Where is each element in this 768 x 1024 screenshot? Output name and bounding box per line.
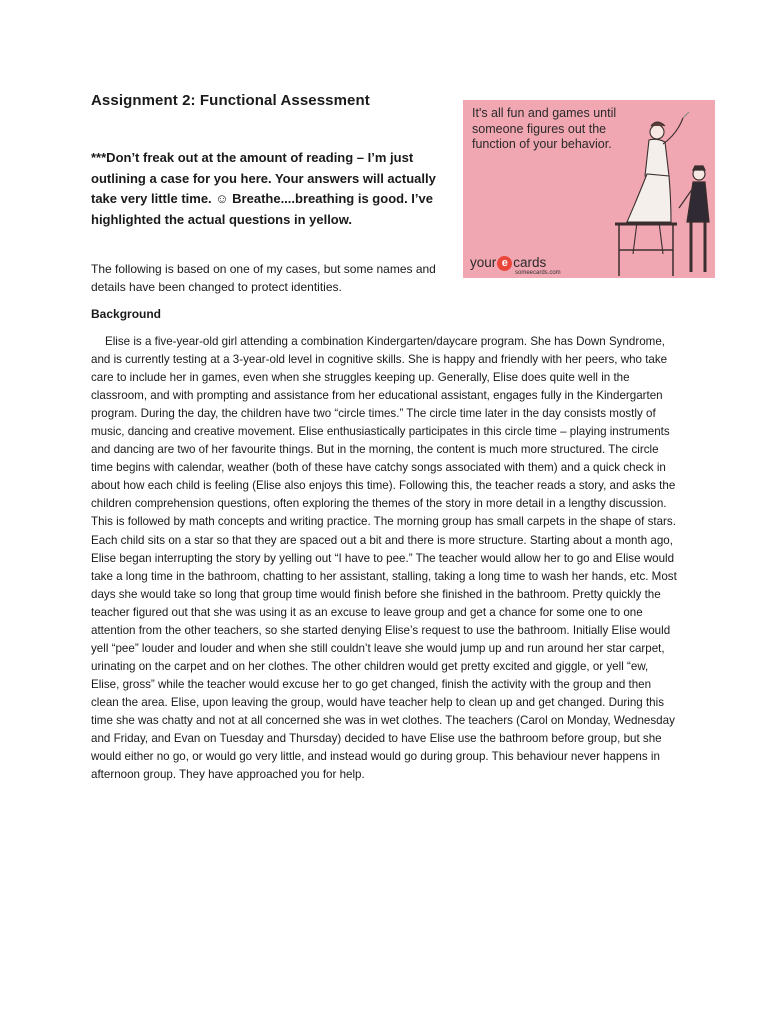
chair bbox=[615, 224, 677, 276]
ecard-caption: It's all fun and games until someone figures out the function of your behavior. bbox=[472, 106, 617, 151]
ecard-illustration bbox=[613, 104, 715, 278]
ecard-logo bbox=[470, 255, 546, 271]
ecard-url: someecards.com bbox=[515, 270, 561, 276]
man-figure bbox=[679, 166, 709, 272]
section-heading-background: Background bbox=[91, 307, 162, 321]
ecard-image bbox=[463, 100, 715, 278]
intro-note: ***Don’t freak out at the amount of reading – I’m just outlining a case for you here. Your answers will actually take very little time. ☺ Breathe....breathing is good. I’ve highlighted the actual questions in yellow. bbox=[91, 150, 436, 227]
logo-text-your: your bbox=[470, 255, 497, 270]
woman-figure bbox=[627, 112, 689, 254]
background-paragraph: Elise is a five-year-old girl attending a combination Kindergarten/daycare program. She has Down Syndrome, and is currently testing at a 3-year-old level in cognitive skills. She is happy and friendly with her peers, who take care to include her in games, even when she struggles keeping up. Generally, Elise does quite well in the classroom, and with prompting and assistance from her educational assistant, engages fully in the Kindergarten program. During the day, the children have two “circle times.” The circle time later in the day consists mostly of music, dancing and creative movement. Elise enthusiastically participates in this circle time – playing instruments and dancing are two of her favourite things. But in the morning, the content is much more structured. The circle time begins with calendar, weather (both of these have catchy songs associated with them) and a quick check in about how each child is feeling (Elise also enjoys this time). Following this, the teacher reads a story, and asks the children comprehension questions, often exploring the themes of the story in more detail in a lengthy discussion. This is followed by math concepts and writing practice. The morning group has small carpets in the shape of stars. Each child sits on a star so that they are spaced out a bit and there is more structure. Starting about a month ago, Elise began interrupting the story by yelling out “I have to pee.” The teacher would allow her to go and Elise would take a long time in the bathroom, chatting to her assistant, stalling, taking a long time to wash her hands, etc. Most days she would take so long that group time would finish before she finished in the bathroom. Pretty quickly the teacher figured out that she was using it as an excuse to leave group and get a chance for some one to one attention from the other teachers, so she started denying Elise’s request to use the bathroom. Initially Elise would yell “pee” louder and louder and when she still couldn’t leave she would jump up and run around her star carpet, urinating on the carpet and on her clothes. The other children would get pretty excited and giggle, or yell “ew, Elise, gross” while the teacher would excuse her to go get changed, finish the activity with the group and then clean the area. Elise, upon leaving the group, would have teacher help to clean up and get changed. During this time she was chatty and not at all concerned she was in wet clothes. The teachers (Carol on Monday, Wednesday and Friday, and Evan on Tuesday and Thursday) decided to have Elise use the bathroom before group, but she would either no go, or would go very little, and instead would go during group. This behaviour never happens in afternoon group. They have approached you for help. bbox=[91, 335, 677, 782]
lead-paragraph: The following is based on one of my cases, but some names and details have been changed to protect identities. bbox=[91, 262, 436, 294]
logo-e-badge: e bbox=[497, 256, 512, 271]
logo-text-cards: cards bbox=[513, 255, 547, 270]
assignment-title: Assignment 2: Functional Assessment bbox=[91, 92, 370, 109]
